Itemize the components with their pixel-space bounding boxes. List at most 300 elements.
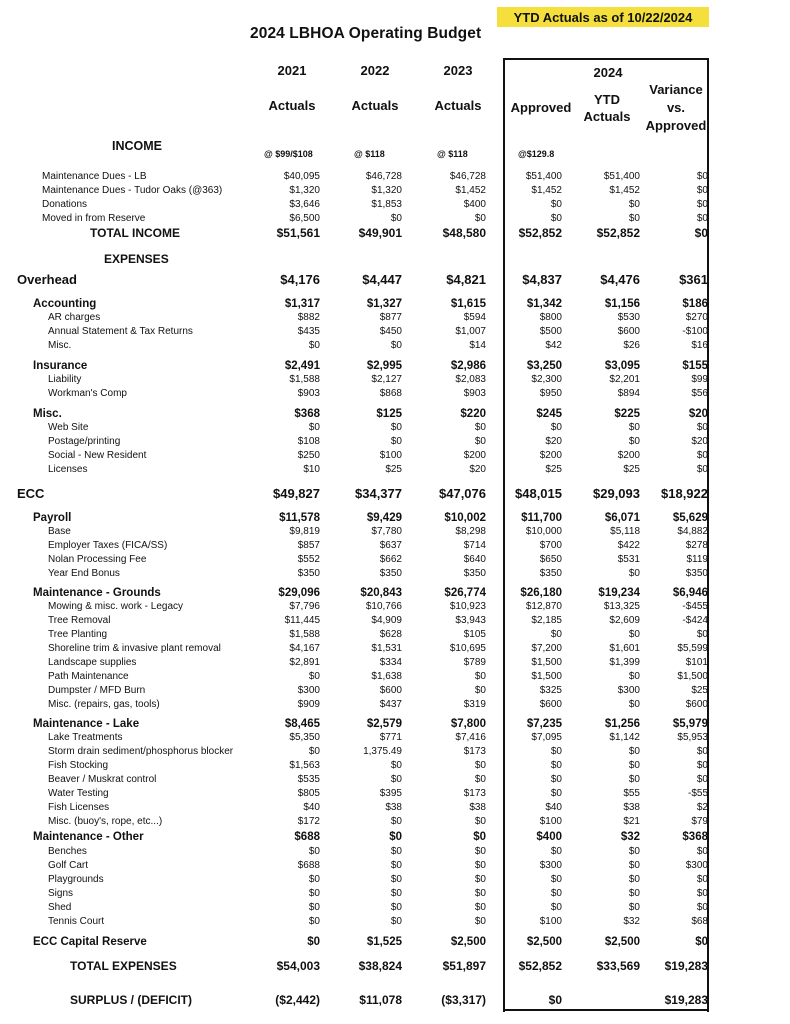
row-value: -$100: [682, 326, 708, 337]
row-value: $173: [463, 746, 486, 757]
table-row: [0, 273, 790, 287]
table-row: [0, 511, 790, 525]
row-value: $0: [550, 746, 562, 757]
row-value: $1,500: [531, 671, 562, 682]
row-value: $300: [617, 685, 640, 696]
table-row: [0, 311, 790, 325]
row-value: $600: [539, 699, 562, 710]
row-value: $68: [691, 916, 708, 927]
row-value: $11,700: [521, 512, 562, 524]
table-row: [0, 463, 790, 477]
row-value: $1,342: [526, 298, 562, 310]
row-value: $20: [688, 408, 708, 420]
row-value: $0: [390, 774, 402, 785]
row-value: $0: [696, 760, 708, 771]
row-value: $1,399: [609, 657, 640, 668]
row-value: $0: [474, 874, 486, 885]
row-value: $0: [696, 422, 708, 433]
row-value: $1,563: [289, 760, 320, 771]
row-value: $49,827: [273, 486, 320, 501]
row-value: $19,234: [598, 587, 640, 599]
row-value: $0: [474, 860, 486, 871]
row-label: Tree Planting: [48, 629, 108, 640]
row-value: $10,695: [449, 643, 486, 654]
row-value: $2,609: [609, 615, 640, 626]
row-value: $2,300: [531, 374, 562, 385]
row-value: $0: [696, 199, 708, 210]
table-row: [0, 717, 790, 731]
row-value: $0: [473, 831, 486, 843]
row-value: $771: [379, 732, 402, 743]
row-value: $2,500: [526, 936, 562, 948]
row-value: $1,452: [531, 185, 562, 196]
row-value: $32: [620, 831, 640, 843]
row-value: $25: [691, 685, 708, 696]
header-actuals-2021: Actuals: [268, 98, 316, 113]
row-label: Tennis Court: [48, 916, 105, 927]
row-value: $1,007: [455, 326, 486, 337]
row-label: Storm drain sediment/phosphorus blocker: [48, 746, 234, 757]
row-value: $173: [463, 788, 486, 799]
row-value: $270: [685, 312, 708, 323]
row-value: $0: [474, 846, 486, 857]
row-value: $4,909: [371, 615, 402, 626]
row-value: $0: [308, 874, 320, 885]
row-value: $19,283: [664, 959, 708, 973]
row-value: $2,491: [284, 360, 320, 372]
table-row: [0, 859, 790, 873]
table-row: [0, 373, 790, 387]
row-value: -$455: [682, 601, 708, 612]
row-value: $800: [539, 312, 562, 323]
table-row: [0, 553, 790, 567]
row-value: $0: [550, 902, 562, 913]
row-value: $100: [539, 816, 562, 827]
table-row: [0, 614, 790, 628]
row-value: $0: [308, 671, 320, 682]
table-row: [0, 698, 790, 712]
row-value: $21: [623, 816, 640, 827]
row-value: $20: [545, 436, 562, 447]
row-value: $7,095: [531, 732, 562, 743]
row-label: Web Site: [48, 422, 89, 433]
row-value: $0: [390, 902, 402, 913]
row-label: Dumpster / MFD Burn: [48, 685, 146, 696]
header-actuals-2023: Actuals: [434, 98, 482, 113]
row-label: Insurance: [33, 360, 88, 372]
row-label: Landscape supplies: [48, 657, 137, 668]
row-value: $2,891: [289, 657, 320, 668]
table-row: [0, 212, 790, 226]
row-value: $32: [623, 916, 640, 927]
row-value: $0: [474, 213, 486, 224]
row-value: $38: [469, 802, 486, 813]
row-value: $1,452: [455, 185, 486, 196]
row-label: Maintenance Dues - LB: [42, 171, 147, 182]
row-value: $1,615: [450, 298, 486, 310]
row-value: $5,979: [672, 718, 708, 730]
row-value: $1,588: [289, 374, 320, 385]
row-value: $662: [379, 554, 402, 565]
row-value: $640: [463, 554, 486, 565]
row-label: Playgrounds: [48, 874, 104, 885]
section-expenses: EXPENSES: [104, 252, 169, 266]
header-year-2021: 2021: [277, 63, 307, 78]
row-value: $0: [696, 888, 708, 899]
row-label: Postage/printing: [48, 436, 121, 447]
row-value: $0: [628, 746, 640, 757]
row-value: $51,561: [276, 226, 320, 240]
row-value: $435: [297, 326, 320, 337]
row-value: $2,986: [450, 360, 486, 372]
table-row: [0, 407, 790, 421]
row-value: $100: [539, 916, 562, 927]
row-value: $600: [617, 326, 640, 337]
row-value: $2,201: [609, 374, 640, 385]
row-value: $334: [379, 657, 402, 668]
row-value: $882: [297, 312, 320, 323]
row-value: $47,076: [439, 486, 486, 501]
row-value: $450: [379, 326, 402, 337]
row-value: $220: [460, 408, 486, 420]
row-value: $0: [628, 699, 640, 710]
table-row: [0, 915, 790, 929]
row-value: $0: [308, 916, 320, 927]
header-year-2024: 2024: [593, 65, 623, 80]
row-value: $0: [474, 422, 486, 433]
row-value: $2,127: [371, 374, 402, 385]
row-value: $7,800: [450, 718, 486, 730]
row-value: $650: [539, 554, 562, 565]
table-row: [0, 339, 790, 353]
row-value: $100: [379, 450, 402, 461]
row-value: $11,078: [359, 993, 402, 1007]
row-label: Misc. (buoy's, rope, etc...): [48, 816, 163, 827]
row-value: $4,176: [280, 272, 320, 287]
table-row: [0, 600, 790, 614]
row-value: $0: [390, 846, 402, 857]
row-value: $101: [685, 657, 708, 668]
row-value: $0: [474, 436, 486, 447]
row-value: $1,500: [677, 671, 708, 682]
row-value: $0: [390, 213, 402, 224]
row-value: $0: [628, 846, 640, 857]
row-value: $0: [308, 422, 320, 433]
table-row: [0, 993, 790, 1007]
row-value: $1,588: [289, 629, 320, 640]
row-value: $0: [628, 902, 640, 913]
row-value: $0: [550, 199, 562, 210]
row-value: $46,728: [449, 171, 486, 182]
header-actuals-2022: Actuals: [351, 98, 399, 113]
row-value: $0: [550, 846, 562, 857]
table-row: [0, 815, 790, 829]
table-row: [0, 525, 790, 539]
row-value: @ $99/$108: [264, 149, 313, 159]
row-value: $1,320: [289, 185, 320, 196]
box-bottom-border: [503, 1009, 709, 1011]
row-value: ($2,442): [275, 993, 320, 1007]
row-label: Maintenance Dues - Tudor Oaks (@363): [42, 185, 223, 196]
header-vs: vs.: [666, 100, 686, 115]
table-row: [0, 801, 790, 815]
row-value: $0: [696, 902, 708, 913]
table-row: [0, 959, 790, 973]
row-value: $6,071: [604, 512, 640, 524]
row-value: $0: [628, 422, 640, 433]
row-label: Shed: [48, 902, 72, 913]
row-value: $1,327: [366, 298, 402, 310]
row-value: $7,780: [371, 526, 402, 537]
row-value: $400: [536, 831, 562, 843]
row-value: $18,922: [661, 486, 708, 501]
table-row: [0, 656, 790, 670]
header-ytd-actuals: Actuals: [583, 109, 631, 124]
header-year-2022: 2022: [360, 63, 390, 78]
row-label: Accounting: [33, 298, 97, 310]
row-label: Shoreline trim & invasive plant removal: [48, 643, 221, 654]
row-value: $0: [390, 340, 402, 351]
row-value: $5,629: [672, 512, 708, 524]
row-value: $0: [628, 888, 640, 899]
row-value: $0: [474, 888, 486, 899]
row-value: $25: [623, 464, 640, 475]
row-label: Overhead: [17, 272, 77, 287]
row-value: $38: [623, 802, 640, 813]
row-value: $0: [696, 171, 708, 182]
row-value: $0: [474, 902, 486, 913]
row-value: $0: [550, 760, 562, 771]
row-value: $0: [696, 185, 708, 196]
row-value: $0: [550, 788, 562, 799]
row-value: $909: [297, 699, 320, 710]
row-value: $11,578: [279, 512, 320, 524]
table-row: [0, 887, 790, 901]
row-value: $51,400: [603, 171, 640, 182]
row-value: $51,400: [525, 171, 562, 182]
row-value: $300: [685, 860, 708, 871]
row-value: $34,377: [355, 486, 402, 501]
row-label: Signs: [48, 888, 74, 899]
row-value: $0: [390, 860, 402, 871]
row-value: $3,646: [289, 199, 320, 210]
row-value: $0: [628, 874, 640, 885]
row-label: Fish Stocking: [48, 760, 109, 771]
row-value: $319: [463, 699, 486, 710]
row-value: $903: [297, 388, 320, 399]
row-label: Moved in from Reserve: [42, 213, 146, 224]
row-label: Base: [48, 526, 71, 537]
row-value: $186: [682, 298, 708, 310]
row-value: $600: [379, 685, 402, 696]
row-value: $11,445: [284, 615, 320, 626]
row-value: $600: [685, 699, 708, 710]
row-value: $10,923: [449, 601, 486, 612]
row-value: $530: [617, 312, 640, 323]
row-value: $8,298: [455, 526, 486, 537]
row-value: $0: [474, 774, 486, 785]
table-row: [0, 901, 790, 915]
row-value: $0: [308, 846, 320, 857]
row-label: Lake Treatments: [48, 732, 123, 743]
row-value: $108: [297, 436, 320, 447]
row-value: $4,447: [362, 272, 402, 287]
row-value: $0: [550, 629, 562, 640]
row-value: $2,579: [366, 718, 402, 730]
row-value: $0: [474, 685, 486, 696]
row-value: $325: [539, 685, 562, 696]
table-row: [0, 773, 790, 787]
row-value: ($3,317): [441, 993, 486, 1007]
row-label: Maintenance - Lake: [33, 718, 140, 730]
table-row: [0, 170, 790, 184]
row-value: $125: [376, 408, 402, 420]
row-value: $5,350: [289, 732, 320, 743]
row-value: @$129.8: [518, 149, 555, 159]
page-title: 2024 LBHOA Operating Budget: [250, 25, 482, 42]
row-value: $8,465: [284, 718, 320, 730]
row-value: $0: [308, 340, 320, 351]
table-row: [0, 297, 790, 311]
row-value: $48,015: [515, 486, 562, 501]
row-value: $300: [539, 860, 562, 871]
row-value: $16: [691, 340, 708, 351]
row-value: $1,156: [604, 298, 640, 310]
table-row: [0, 359, 790, 373]
row-value: $0: [696, 450, 708, 461]
row-value: $1,525: [366, 936, 402, 948]
table-row: [0, 845, 790, 859]
row-value: $857: [297, 540, 320, 551]
row-value: $0: [308, 902, 320, 913]
row-value: $52,852: [518, 959, 562, 973]
row-value: $10,002: [444, 512, 486, 524]
row-value: $0: [696, 774, 708, 785]
row-value: $42: [545, 340, 562, 351]
row-value: $361: [679, 272, 708, 287]
row-value: $5,953: [677, 732, 708, 743]
table-row: [0, 539, 790, 553]
row-value: $0: [390, 916, 402, 927]
row-value: $29,093: [593, 486, 640, 501]
row-value: $7,200: [531, 643, 562, 654]
row-label: Licenses: [48, 464, 88, 475]
row-value: $225: [614, 408, 640, 420]
row-value: $300: [297, 685, 320, 696]
row-value: $3,943: [455, 615, 486, 626]
row-value: $51,897: [442, 959, 486, 973]
row-value: $903: [463, 388, 486, 399]
row-label: Employer Taxes (FICA/SS): [48, 540, 168, 551]
row-value: $350: [379, 568, 402, 579]
row-value: $350: [297, 568, 320, 579]
row-label: Workman's Comp: [48, 388, 127, 399]
row-value: @ $118: [354, 149, 385, 159]
header-approved: Approved: [510, 100, 572, 115]
row-value: $119: [686, 554, 708, 565]
table-row: [0, 421, 790, 435]
row-value: $6,500: [289, 213, 320, 224]
row-value: $877: [379, 312, 402, 323]
table-row: [0, 935, 790, 949]
row-label: Golf Cart: [48, 860, 89, 871]
row-value: $5,118: [610, 526, 640, 537]
row-label: ECC Capital Reserve: [33, 936, 147, 948]
row-value: $0: [696, 464, 708, 475]
row-value: $552: [297, 554, 320, 565]
row-value: $200: [617, 450, 640, 461]
row-value: $99: [691, 374, 708, 385]
table-row: [0, 759, 790, 773]
row-value: $422: [617, 540, 640, 551]
row-value: $1,452: [609, 185, 640, 196]
row-value: -$55: [687, 788, 708, 799]
table-row: [0, 628, 790, 642]
row-value: $9,819: [289, 526, 320, 537]
row-value: $0: [390, 422, 402, 433]
row-label: Beaver / Muskrat control: [48, 774, 157, 785]
row-label: AR charges: [48, 312, 101, 323]
row-value: $531: [617, 554, 640, 565]
row-value: $0: [628, 860, 640, 871]
row-value: $25: [545, 464, 562, 475]
section-income: INCOME: [112, 139, 162, 153]
row-value: $1,500: [531, 657, 562, 668]
row-value: $2,500: [450, 936, 486, 948]
header-ytd: YTD: [594, 92, 620, 107]
row-value: $20: [469, 464, 486, 475]
row-value: $33,569: [596, 959, 640, 973]
table-row: [0, 198, 790, 212]
row-value: $1,320: [371, 185, 402, 196]
table-row: [0, 830, 790, 844]
row-value: $0: [696, 846, 708, 857]
row-value: $200: [539, 450, 562, 461]
row-value: $38,824: [358, 959, 402, 973]
row-value: $894: [617, 388, 640, 399]
row-value: $350: [463, 568, 486, 579]
row-label: Social - New Resident: [48, 450, 147, 461]
row-value: $0: [695, 936, 708, 948]
row-value: $437: [379, 699, 402, 710]
row-value: $0: [696, 213, 708, 224]
row-label: Benches: [48, 846, 87, 857]
row-value: $0: [390, 888, 402, 899]
row-value: $0: [628, 436, 640, 447]
row-label: Path Maintenance: [48, 671, 129, 682]
row-value: $5,599: [677, 643, 708, 654]
row-value: $105: [463, 629, 486, 640]
row-value: $789: [463, 657, 486, 668]
table-row: [0, 226, 790, 240]
row-value: $40,095: [283, 171, 320, 182]
row-value: $10,000: [525, 526, 562, 537]
row-value: $250: [297, 450, 320, 461]
row-value: $0: [550, 213, 562, 224]
table-row: [0, 745, 790, 759]
row-value: $0: [550, 422, 562, 433]
row-value: $38: [385, 802, 402, 813]
row-value: $245: [536, 408, 562, 420]
row-value: $2,500: [604, 936, 640, 948]
row-label: Maintenance - Grounds: [33, 587, 161, 599]
row-value: $56: [691, 388, 708, 399]
row-value: $0: [696, 874, 708, 885]
row-value: $950: [539, 388, 562, 399]
row-value: $12,870: [525, 601, 562, 612]
row-value: $0: [550, 874, 562, 885]
row-value: -$424: [682, 615, 708, 626]
